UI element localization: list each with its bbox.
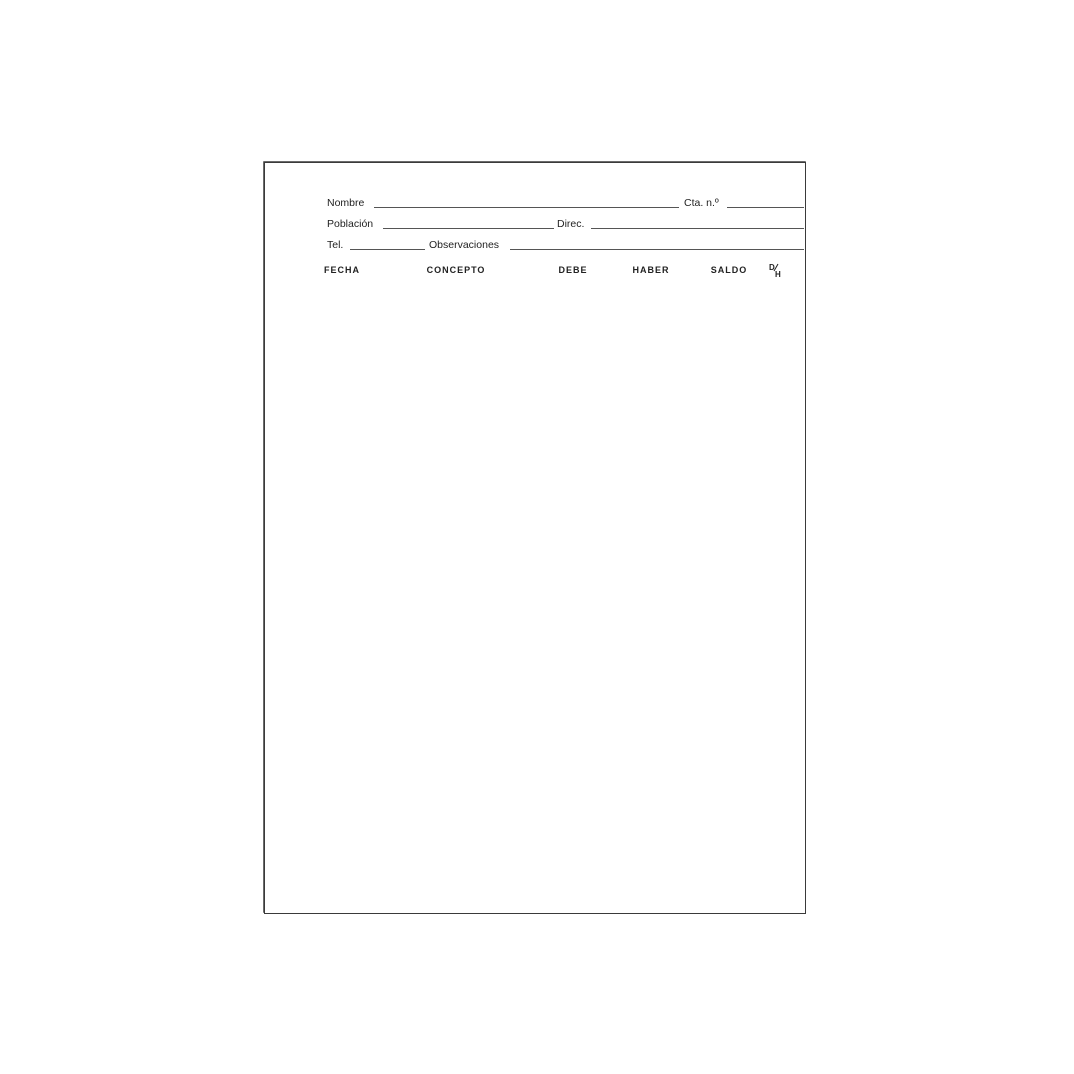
column-dh-bottom: H — [775, 270, 781, 279]
cta-field[interactable] — [727, 207, 804, 208]
column-dh-top: D — [769, 263, 775, 272]
nombre-label: Nombre — [327, 197, 365, 209]
column-saldo: SALDO — [710, 265, 748, 275]
column-haber: HABER — [632, 265, 670, 275]
direc-label: Direc. — [557, 218, 585, 230]
column-concepto: CONCEPTO — [426, 265, 486, 275]
poblacion-label: Población — [327, 218, 374, 230]
observaciones-field[interactable] — [510, 249, 804, 250]
nombre-field[interactable] — [374, 207, 679, 208]
column-debe: DEBE — [558, 265, 588, 275]
poblacion-field[interactable] — [383, 228, 554, 229]
direc-field[interactable] — [591, 228, 804, 229]
column-fecha: FECHA — [324, 265, 360, 275]
cta-label: Cta. n.º — [684, 197, 719, 209]
tel-label: Tel. — [327, 239, 344, 251]
observaciones-label: Observaciones — [429, 239, 500, 251]
tel-field[interactable] — [350, 249, 425, 250]
